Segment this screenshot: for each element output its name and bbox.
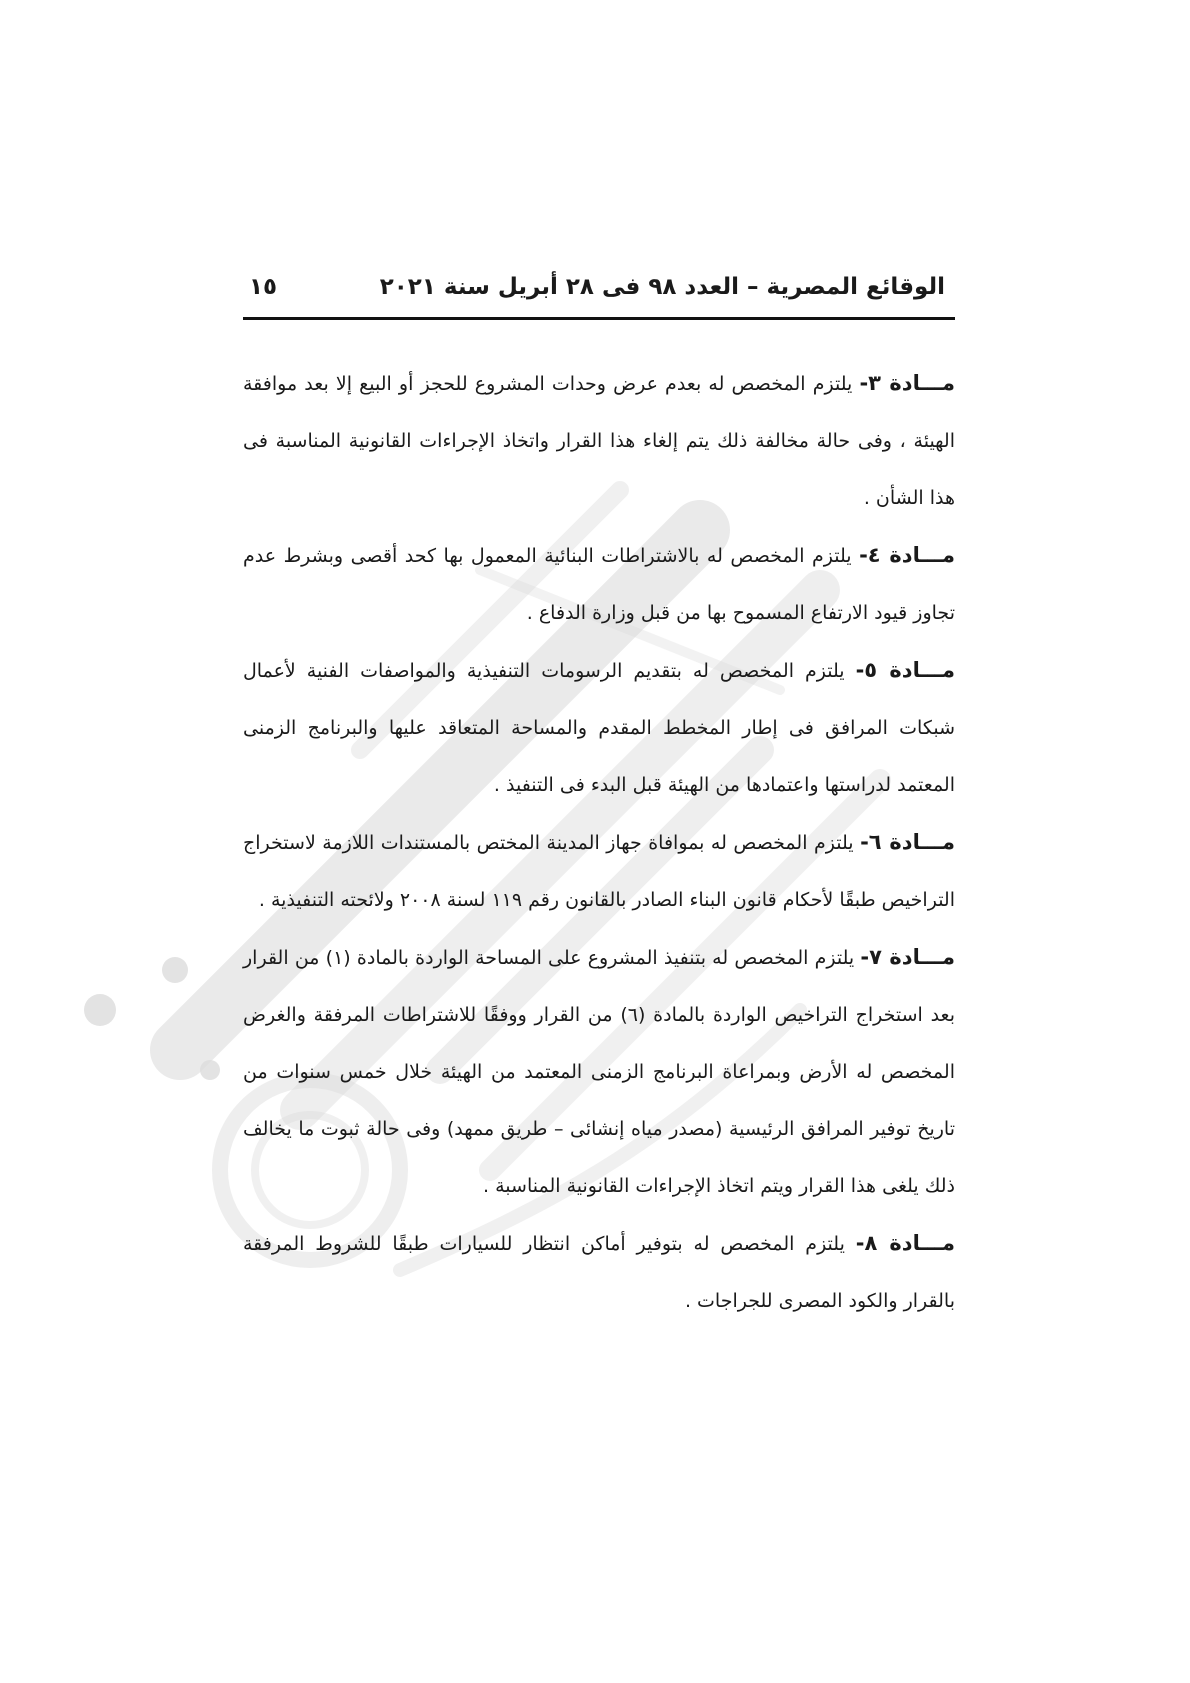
article-label: مـــادة ٤- — [859, 543, 956, 567]
article-text: يلتزم المخصص له بتنفيذ المشروع على المساحة الواردة بالمادة (١) من القرار بعد استخراج التراخيص الواردة بالمادة (٦) من القرار ووفقًا للاشتراطات المرفقة والغرض المخصص له الأرض وبمراعاة البرنامج الزمنى المعتمد من الهيئة خلال خمس سنوات من تاريخ توفير المرافق الرئيسية (مصدر مياه إنشائى – طريق ممهد) وفى حالة ثبوت ما يخالف ذلك يلغى هذا القرار ويتم اتخاذ الإجراءات القانونية المناسبة . — [243, 947, 956, 1197]
gazette-title: الوقائع المصرية – العدد ٩٨ فى ٢٨ أبريل سنة ٢٠٢١ — [379, 274, 945, 300]
article-label: مـــادة ٨- — [855, 1231, 955, 1255]
article-text: يلتزم المخصص له بموافاة جهاز المدينة المختص بالمستندات اللازمة لاستخراج التراخيص طبقًا لأحكام قانون البناء الصادر بالقانون رقم ١١٩ لسنة ٢٠٠٨ ولائحته التنفيذية . — [243, 832, 955, 911]
article-label: مـــادة ٦- — [860, 830, 956, 854]
article-label: مـــادة ٥- — [855, 658, 956, 682]
article-5 — [243, 642, 955, 814]
article-8 — [243, 1215, 955, 1330]
article-label: مـــادة ٣- — [859, 371, 955, 395]
article-text: يلتزم المخصص له بتوفير أماكن انتظار للسيارات طبقًا للشروط المرفقة بالقرار والكود المصرى للجراجات . — [243, 1233, 955, 1312]
articles-body — [243, 355, 955, 1330]
article-text: يلتزم المخصص له بعدم عرض وحدات المشروع للحجز أو البيع إلا بعد موافقة الهيئة ، وفى حالة مخالفة ذلك يتم إلغاء هذا القرار واتخاذ الإجراءات القانونية المناسبة فى هذا الشأن . — [243, 373, 955, 509]
page-number: ١٥ — [249, 274, 278, 300]
article-7 — [243, 929, 955, 1215]
article-label: مـــادة ٧- — [860, 945, 956, 969]
article-4 — [243, 527, 955, 642]
article-text: يلتزم المخصص له بالاشتراطات البنائية المعمول بها كحد أقصى وبشرط عدم تجاوز قيود الارتفاع المسموح بها من قبل وزارة الدفاع . — [243, 545, 955, 624]
article-6 — [243, 814, 955, 929]
page-header — [243, 270, 955, 320]
article-3 — [243, 355, 955, 527]
header-divider — [243, 317, 955, 320]
article-text: يلتزم المخصص له بتقديم الرسومات التنفيذية والمواصفات الفنية لأعمال شبكات المرافق فى إطار المخطط المقدم والمساحة المتعاقد عليها والبرنامج الزمنى المعتمد لدراستها واعتمادها من الهيئة قبل البدء فى التنفيذ . — [243, 660, 955, 796]
